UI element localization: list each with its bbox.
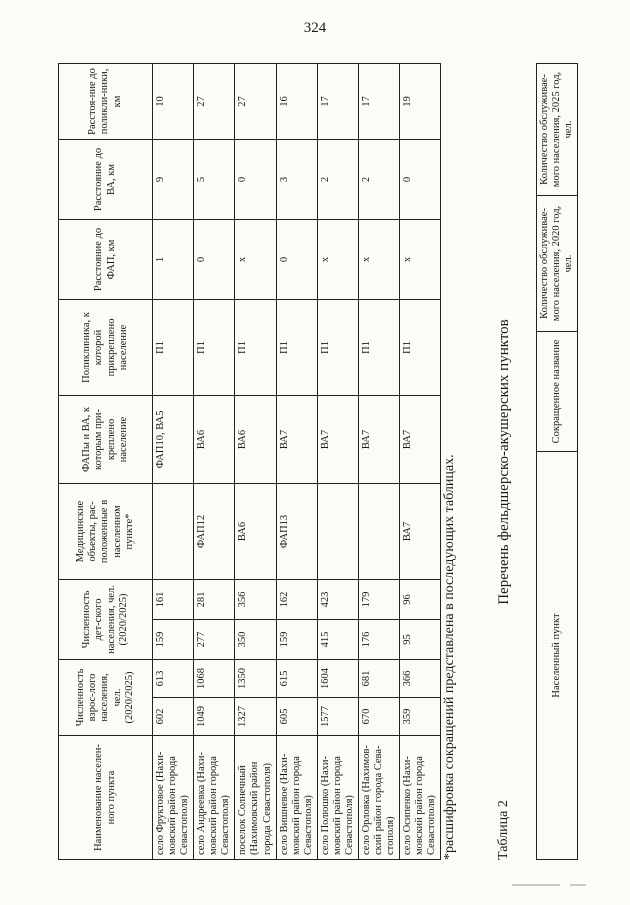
table-cell: П1 [235, 299, 276, 395]
footnote: *расшифровка сокращений представлена в последующих таблицах. [442, 454, 457, 860]
table-row [276, 63, 317, 859]
table-cell: 350 [235, 619, 276, 659]
table-cell: село Вишневое (Нахи-мовский район города Севастополя) [276, 736, 317, 860]
table-cell: 159 [276, 619, 317, 659]
table-cell: 1327 [235, 698, 276, 736]
table-cell: 0 [194, 219, 235, 299]
table-cell: 1604 [317, 659, 358, 697]
header-distance-polyclinic: Расстоя-ние до поликли-ники, км [59, 63, 153, 139]
header-distance-va: Расстояние до ВА, км [59, 139, 153, 219]
table-cell: П1 [317, 299, 358, 395]
table-cell: 281 [194, 579, 235, 619]
table-cell: 179 [358, 579, 399, 619]
table-cell: 0 [276, 219, 317, 299]
table-cell: 162 [276, 579, 317, 619]
table-cell: 96 [400, 579, 441, 619]
table-cell: 359 [400, 698, 441, 736]
table2-title: Перечень фельдшерско-акушерских пунктов [496, 319, 512, 605]
table-cell [317, 483, 358, 579]
t2-header-short-name: Сокращенное название [537, 332, 578, 452]
table-cell: 356 [235, 579, 276, 619]
t2-header-served-2025: Количество обслуживае-мого населения, 2025 год, чел. [537, 64, 578, 196]
t2-header-served-2020: Количество обслуживае-мого населения, 2020 год, чел. [537, 196, 578, 332]
table-row [194, 63, 235, 859]
header-fap-va: ФАПы и ВА, к которым при-креплено население [59, 395, 153, 483]
settlements-table [58, 63, 441, 860]
table-cell: 19 [400, 63, 441, 139]
rotated-content [58, 60, 578, 860]
table-cell: П1 [153, 299, 194, 395]
table-cell: ВА7 [400, 395, 441, 483]
table-cell: 1350 [235, 659, 276, 697]
table-cell: село Андреевка (Нахи-мовский район города Севастополя) [194, 736, 235, 860]
table-cell: село Полюшко (Нахи-мовский район города Севастополя) [317, 736, 358, 860]
table-cell: село Осипенко (Нахи-мовский район города Севастополя) [400, 736, 441, 860]
header-polyclinic: Поликлиника, к которой прикреплено население [59, 299, 153, 395]
table-cell: село Орловка (Нахимов-ский район города Сева-стополя) [358, 736, 399, 860]
table-cell: ВА7 [358, 395, 399, 483]
table-cell: ФАП10, ВА5 [153, 395, 194, 483]
table-cell: 2 [317, 139, 358, 219]
table-cell: 95 [400, 619, 441, 659]
table-cell: х [400, 219, 441, 299]
table-cell: 366 [400, 659, 441, 697]
scan-mark [570, 884, 586, 886]
table-row [400, 63, 441, 859]
table-cell: 0 [235, 139, 276, 219]
table-cell: 415 [317, 619, 358, 659]
table-cell: 27 [194, 63, 235, 139]
table-cell: 159 [153, 619, 194, 659]
header-distance-fap: Расстояние до ФАП, км [59, 219, 153, 299]
table-cell: поселок Солнечный (Нахимовский район города Севастополя) [235, 736, 276, 860]
table-cell: ВА6 [194, 395, 235, 483]
table-cell: П1 [400, 299, 441, 395]
table-cell: 1068 [194, 659, 235, 697]
table-cell: 615 [276, 659, 317, 697]
table-cell [153, 483, 194, 579]
table-cell [358, 483, 399, 579]
table-cell: 17 [317, 63, 358, 139]
table2-label: Таблица 2 [496, 800, 511, 860]
table-cell: ВА6 [235, 483, 276, 579]
table-cell: ФАП12 [194, 483, 235, 579]
table-row [358, 63, 399, 859]
table-cell: 16 [276, 63, 317, 139]
table-cell: 423 [317, 579, 358, 619]
table-cell: 2 [358, 139, 399, 219]
table-cell: 5 [194, 139, 235, 219]
table-cell: село Фруктовое (Нахи-мовский район города Севастополя) [153, 736, 194, 860]
table-cell: 1577 [317, 698, 358, 736]
table-cell: 0 [400, 139, 441, 219]
table-cell: 1 [153, 219, 194, 299]
fap-table [536, 63, 578, 860]
table-cell: х [317, 219, 358, 299]
table-cell: ВА7 [317, 395, 358, 483]
header-medical-objects: Медицинские объекты, рас-положенные в населенном пункте* [59, 483, 153, 579]
table-cell: 27 [235, 63, 276, 139]
table-cell: ВА7 [276, 395, 317, 483]
table-cell: ФАП13 [276, 483, 317, 579]
t2-header-settlement: Населенный пункт [537, 452, 578, 860]
table-row [235, 63, 276, 859]
table-cell: П1 [276, 299, 317, 395]
table-row [317, 63, 358, 859]
table-cell: 176 [358, 619, 399, 659]
table-cell: ВА6 [235, 395, 276, 483]
table-cell: 9 [153, 139, 194, 219]
table-cell: 670 [358, 698, 399, 736]
table-cell: 1049 [194, 698, 235, 736]
table-cell: 602 [153, 698, 194, 736]
table-cell: П1 [194, 299, 235, 395]
table-cell: х [358, 219, 399, 299]
table-cell: 10 [153, 63, 194, 139]
table-cell: 161 [153, 579, 194, 619]
scan-mark [512, 884, 560, 886]
header-settlement: Наименование населен-ного пункта [59, 736, 153, 860]
table-cell: 17 [358, 63, 399, 139]
table-cell: 681 [358, 659, 399, 697]
table-cell: 613 [153, 659, 194, 697]
table-cell: П1 [358, 299, 399, 395]
header-adult-population: Численность взрос-лого населения, чел. (2020/2025) [59, 659, 153, 735]
table-cell: х [235, 219, 276, 299]
table-cell: 3 [276, 139, 317, 219]
table-cell: 277 [194, 619, 235, 659]
page-number: 324 [303, 20, 327, 36]
table-cell: 605 [276, 698, 317, 736]
table-cell: ВА7 [400, 483, 441, 579]
table-row [153, 63, 194, 859]
header-child-population: Численность дет-ского населения, чел. (2020/2025) [59, 579, 153, 659]
